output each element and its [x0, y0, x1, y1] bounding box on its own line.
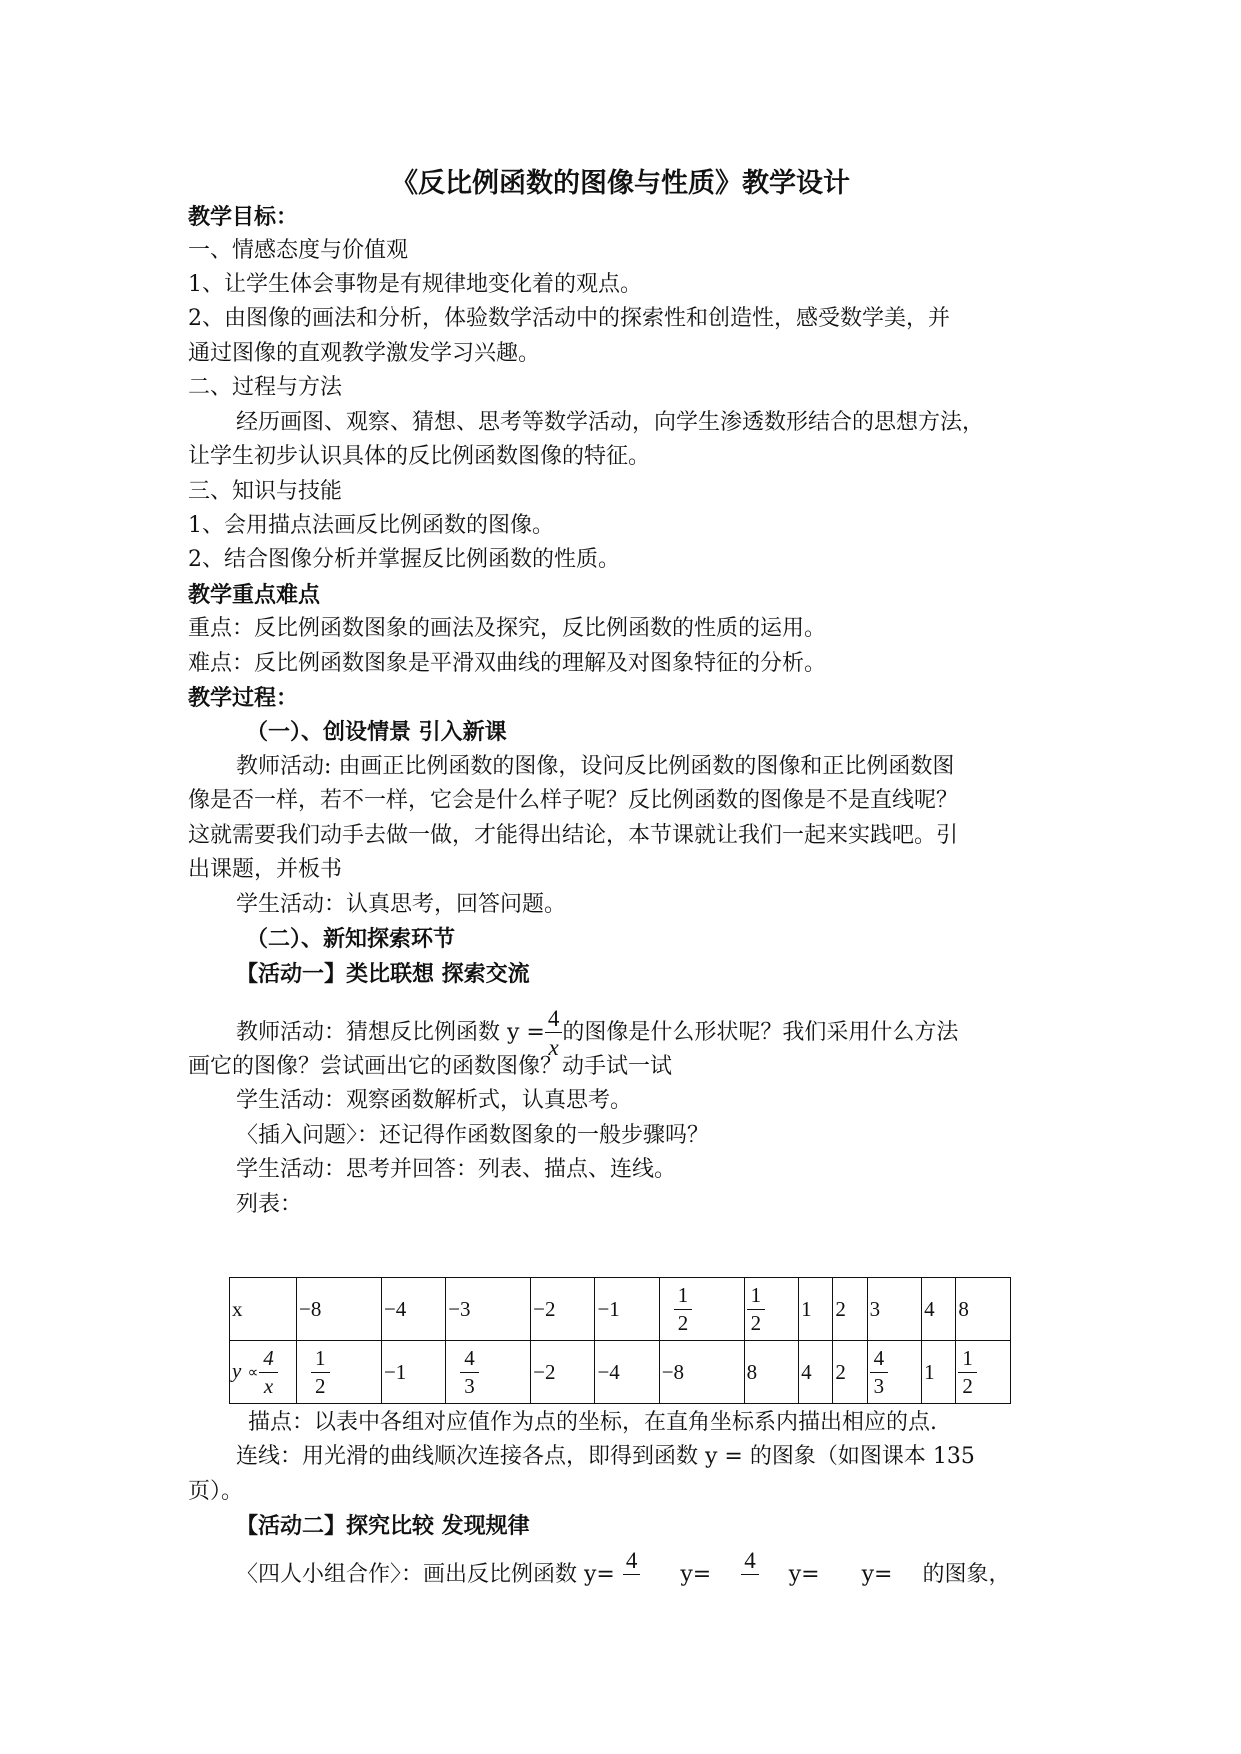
- table-cell: 8: [744, 1341, 799, 1404]
- fraction: [870, 1345, 889, 1398]
- table-cell: 3: [867, 1278, 922, 1341]
- student-activity-2: 学生活动：观察函数解析式，认真思考。: [236, 1088, 633, 1113]
- section-3-heading: 三、知识与技能: [188, 479, 343, 504]
- fraction-numerator: 4: [460, 1348, 479, 1373]
- fraction-denominator: 3: [873, 1373, 885, 1398]
- table-cell: −2: [531, 1278, 595, 1341]
- plot-points-step: 描点：以表中各组对应值作为点的坐标，在直角坐标系内描出相应的点.: [248, 1410, 937, 1435]
- fraction-partial: [623, 1549, 641, 1601]
- insert-question: 〈插入问题〉：还记得作函数图象的一般步骤吗？: [236, 1123, 710, 1148]
- teacher-activity-2-cont: 画它的图像？尝试画出它的函数图像？动手试一试: [188, 1054, 673, 1079]
- connect-step: 连线：用光滑的曲线顺次连接各点，即得到函数 y = 的图象（如图课本 135: [236, 1444, 975, 1469]
- table-cell: [744, 1278, 799, 1341]
- fraction: [460, 1345, 479, 1398]
- fraction-partial: [741, 1549, 759, 1601]
- heading-key-points: 教学重点难点: [188, 582, 321, 608]
- fraction-numerator: 1: [311, 1348, 330, 1373]
- function-label-2: y=: [680, 1562, 712, 1587]
- fraction-denominator: 2: [677, 1310, 689, 1335]
- section-2-heading: 二、过程与方法: [188, 375, 343, 400]
- table-row-y: [230, 1341, 1011, 1404]
- table-row-x: [230, 1278, 1011, 1341]
- teacher-activity-2-text-a: 教师活动：猜想反比例函数 y =: [236, 1020, 545, 1045]
- function-label-3: y=: [788, 1562, 820, 1587]
- process-paragraph: 经历画图、观察、猜想、思考等数学活动，向学生渗透数形结合的思想方法，: [236, 410, 985, 435]
- activity-one-heading: 【活动一】类比联想 探索交流: [236, 961, 530, 987]
- student-activity-1: 学生活动：认真思考，回答问题。: [236, 892, 567, 917]
- fraction-numerator: 4: [870, 1348, 889, 1373]
- group-work-text: 〈四人小组合作〉：画出反比例函数 y=: [236, 1562, 615, 1587]
- goal-item-1: 1、让学生体会事物是有规律地变化着的观点。: [188, 272, 642, 297]
- table-cell: 8: [956, 1278, 1011, 1341]
- teacher-activity-1-cont-b: 这就需要我们动手去做一做，才能得出结论，本节课就让我们一起来实践吧。引: [188, 823, 959, 848]
- subheading-explore: （二）、新知探索环节: [246, 926, 456, 952]
- fraction-numerator: 4: [741, 1549, 759, 1575]
- group-work-text-end: 的图象，: [922, 1562, 1011, 1587]
- fraction: [747, 1282, 766, 1335]
- table-cell: [867, 1341, 922, 1404]
- connect-step-cont: 页）。: [188, 1479, 244, 1504]
- fraction-denominator: x: [263, 1373, 274, 1398]
- table-cell: −4: [595, 1341, 659, 1404]
- table-header-x: x: [230, 1278, 297, 1341]
- fraction: [674, 1282, 693, 1335]
- skill-item-1: 1、会用描点法画反比例函数的图像。: [188, 513, 554, 538]
- goal-item-2-cont: 通过图像的直观教学激发学习兴趣。: [188, 341, 541, 366]
- function-label-4: y=: [861, 1562, 893, 1587]
- teacher-activity-1-cont-a: 像是否一样，若不一样，它会是什么样子呢？反比例函数的图像是不是直线呢？: [188, 788, 959, 813]
- table-cell: 1: [799, 1278, 833, 1341]
- heading-teaching-process: 教学过程：: [188, 685, 299, 711]
- goal-item-2: 2、由图像的画法和分析，体验数学活动中的探索性和创造性，感受数学美，并: [188, 306, 950, 331]
- fraction-numerator: 1: [958, 1348, 977, 1373]
- fraction: [311, 1345, 330, 1398]
- subheading-intro: （一）、创设情景 引入新课: [246, 719, 507, 745]
- tabulate-label: 列表：: [236, 1192, 303, 1217]
- fraction-denominator: 2: [315, 1373, 326, 1398]
- document-title: 《反比例函数的图像与性质》教学设计: [391, 168, 850, 199]
- group-work-line: [236, 1549, 1011, 1601]
- section-1-heading: 一、情感态度与价值观: [188, 238, 409, 263]
- fraction-denominator: 2: [750, 1310, 762, 1335]
- teacher-activity-1-cont-c: 出课题，并板书: [188, 857, 343, 882]
- table-cell: −1: [381, 1341, 445, 1404]
- table-header-y: [230, 1341, 297, 1404]
- table-cell: [659, 1278, 744, 1341]
- fraction: [958, 1345, 977, 1398]
- fraction-numerator: 4: [545, 1007, 563, 1033]
- fraction-denominator: x: [548, 1035, 559, 1060]
- key-point: 重点：反比例函数图象的画法及探究，反比例函数的性质的运用。: [188, 616, 827, 641]
- table-cell: 2: [833, 1341, 867, 1404]
- symbol-glyph: ∝: [247, 1364, 259, 1381]
- student-activity-3: 学生活动：思考并回答：列表、描点、连线。: [236, 1157, 677, 1182]
- difficult-point: 难点：反比例函数图象是平滑双曲线的理解及对图象特征的分析。: [188, 651, 827, 676]
- teacher-activity-2-text-b: 的图像是什么形状呢？我们采用什么方法: [562, 1020, 959, 1045]
- heading-teaching-goals: 教学目标：: [188, 204, 299, 230]
- teacher-activity-1: 教师活动: 由画正比例函数的图像，设问反比例函数的图像和正比例函数图: [236, 754, 955, 779]
- fraction-numerator: 1: [674, 1285, 693, 1310]
- activity-two-heading: 【活动二】探究比较 发现规律: [236, 1513, 530, 1539]
- table-cell: −8: [659, 1341, 744, 1404]
- fraction-denominator: 2: [962, 1373, 973, 1398]
- table-cell: −4: [381, 1278, 445, 1341]
- table-cell: [446, 1341, 531, 1404]
- table-cell: 1: [922, 1341, 956, 1404]
- table-cell: −2: [531, 1341, 595, 1404]
- table-cell: 2: [833, 1278, 867, 1341]
- process-paragraph-cont: 让学生初步认识具体的反比例函数图像的特征。: [188, 444, 651, 469]
- fraction-denominator: 3: [464, 1373, 475, 1398]
- table-cell: −3: [446, 1278, 531, 1341]
- values-table: [229, 1277, 1011, 1404]
- table-cell: 4: [922, 1278, 956, 1341]
- table-cell: 4: [799, 1341, 833, 1404]
- fraction: [259, 1345, 278, 1398]
- table-cell: [297, 1341, 382, 1404]
- fraction-numerator: 4: [623, 1549, 641, 1575]
- table-cell: −1: [595, 1278, 659, 1341]
- fraction-numerator: 1: [747, 1285, 766, 1310]
- table-cell: [956, 1341, 1011, 1404]
- skill-item-2: 2、结合图像分析并掌握反比例函数的性质。: [188, 547, 620, 572]
- y-symbol: y: [232, 1357, 242, 1382]
- table-cell: −8: [297, 1278, 382, 1341]
- fraction-numerator: 4: [259, 1348, 278, 1373]
